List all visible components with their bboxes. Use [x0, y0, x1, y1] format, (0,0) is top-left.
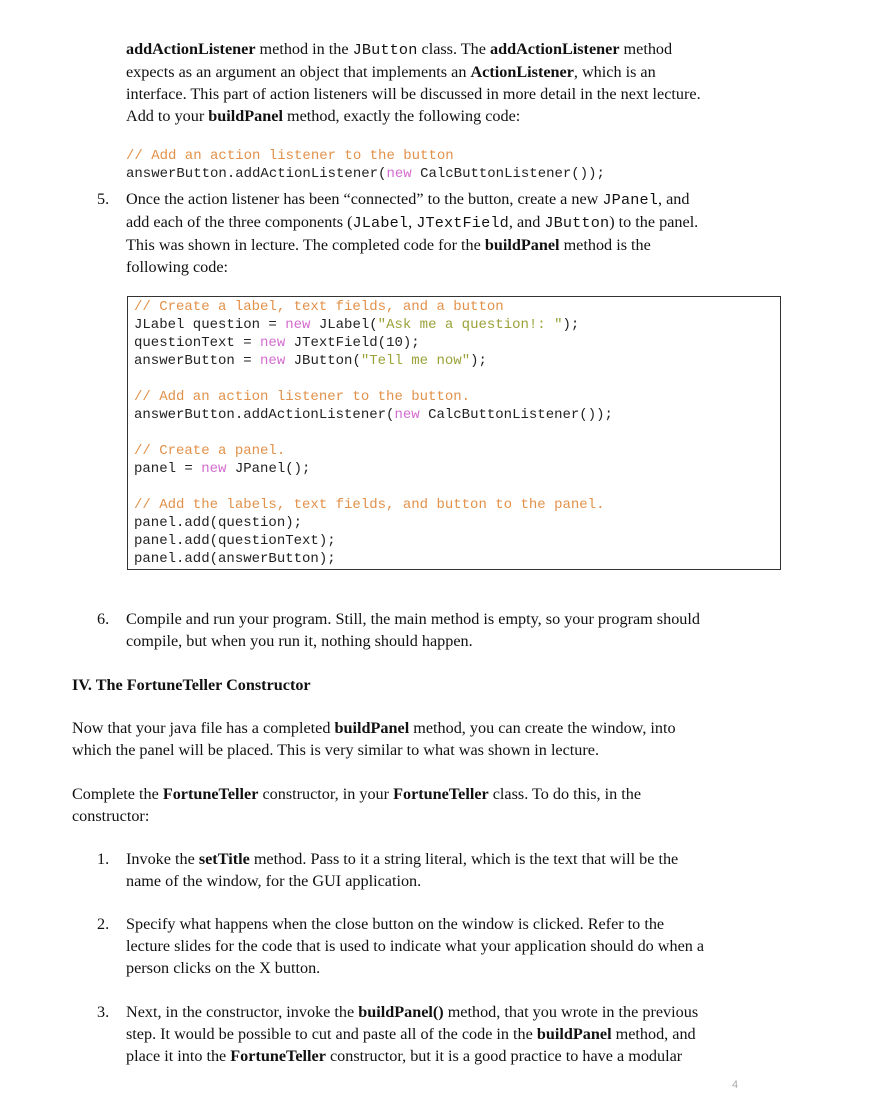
top-paragraph-line-4: Add to your buildPanel method, exactly the following code: — [126, 107, 521, 125]
item-2-line-1: Specify what happens when the close button on the window is clicked. Refer to the — [126, 915, 665, 933]
item-1-line-2: name of the window, for the GUI application. — [126, 872, 422, 890]
bold-term: buildPanel — [208, 107, 283, 125]
code-line: answerButton = new JButton("Tell me now"); — [134, 353, 487, 369]
code-keyword: new — [260, 353, 286, 369]
step-number: 5. — [97, 190, 110, 208]
item-number: 3. — [97, 1003, 110, 1021]
item-number: 1. — [97, 850, 110, 868]
step-5-line-1: Once the action listener has been “connected” to the button, create a new JPanel, and — [126, 190, 690, 209]
step-6-line-2: compile, but when you run it, nothing should happen. — [126, 632, 473, 650]
step-5-line-2: add each of the three components (JLabel, JTextField, and JButton) to the panel. — [126, 213, 699, 232]
code-snippet — [126, 147, 605, 183]
code-line: panel.add(question); — [134, 515, 303, 531]
paragraph-instructions-line-1: Complete the FortuneTeller constructor, in your FortuneTeller class. To do this, in the — [72, 785, 642, 803]
code-blank-line — [134, 370, 613, 388]
step-number: 6. — [97, 610, 110, 628]
paragraph-intro-line-2: which the panel will be placed. This is very similar to what was shown in lecture. — [72, 741, 600, 759]
code-line: panel.add(answerButton); — [134, 551, 336, 567]
code-comment: // Add an action listener to the button — [126, 148, 454, 164]
step-5-line-4: following code: — [126, 258, 229, 276]
page-number: 4 — [732, 1079, 739, 1091]
code-term: JTextField — [416, 214, 509, 232]
code-keyword: new — [386, 166, 412, 182]
code-blank-line — [134, 478, 613, 496]
code-string: "Ask me a question!: " — [377, 317, 563, 333]
item-3-line-2: step. It would be possible to cut and paste all of the code in the buildPanel method, and — [126, 1025, 696, 1043]
paragraph-instructions — [72, 783, 641, 827]
top-paragraph-line-2: expects as an argument an object that implements an ActionListener, which is an — [126, 63, 656, 81]
code-string: "Tell me now" — [360, 353, 471, 369]
code-term: JButton — [544, 214, 610, 232]
item-2-line-2: lecture slides for the code that is used to indicate what your application should do when a — [126, 937, 705, 955]
code-blank-line — [134, 424, 613, 442]
item-3-line-3: place it into the FortuneTeller constructor, but it is a good practice to have a modular — [126, 1047, 683, 1065]
bold-term: ActionListener — [470, 63, 574, 81]
item-1-line-1: Invoke the setTitle method. Pass to it a string literal, which is the text that will be the — [126, 850, 679, 868]
bold-term: addActionListener — [490, 40, 620, 58]
item-1-text — [126, 848, 678, 892]
bold-term: FortuneTeller — [393, 785, 489, 803]
item-3-line-1: Next, in the constructor, invoke the buildPanel() method, that you wrote in the previous — [126, 1003, 699, 1021]
code-comment: // Create a panel. — [134, 443, 286, 459]
step-6-line-1: Compile and run your program. Still, the main method is empty, so your program should — [126, 610, 700, 628]
bold-term: buildPanel() — [358, 1003, 444, 1021]
bold-term: setTitle — [198, 850, 250, 868]
bold-term: buildPanel — [334, 719, 410, 737]
code-comment: // Add the labels, text fields, and button to the panel. — [134, 497, 605, 513]
code-comment: // Add an action listener to the button. — [134, 389, 471, 405]
item-number: 2. — [97, 915, 110, 933]
paragraph-instructions-line-2: constructor: — [72, 807, 150, 825]
code-term: JLabel — [352, 214, 409, 232]
code-listing-box — [127, 296, 781, 570]
section-heading: IV. The FortuneTeller Constructor — [72, 676, 311, 694]
step-6-text — [126, 608, 700, 652]
step-5-text — [126, 188, 698, 278]
code-keyword: new — [260, 335, 286, 351]
bold-term: FortuneTeller — [230, 1047, 326, 1065]
code-listing — [134, 298, 613, 568]
bold-term: buildPanel — [536, 1025, 612, 1043]
code-term: JPanel — [602, 191, 659, 209]
code-keyword: new — [201, 461, 227, 477]
top-paragraph — [126, 38, 701, 127]
item-2-text — [126, 913, 704, 979]
bold-term: buildPanel — [484, 236, 560, 254]
code-keyword: new — [394, 407, 420, 423]
paragraph-intro-line-1: Now that your java file has a completed buildPanel method, you can create the window, into — [72, 719, 676, 737]
code-line: answerButton.addActionListener(new CalcButtonListener()); — [134, 407, 613, 423]
code-line: panel = new JPanel(); — [134, 461, 311, 477]
step-5-line-3: This was shown in lecture. The completed code for the buildPanel method is the — [126, 236, 651, 254]
item-2-line-3: person clicks on the X button. — [126, 959, 321, 977]
code-line: questionText = new JTextField(10); — [134, 335, 420, 351]
top-paragraph-line-1: addActionListener method in the JButton class. The addActionListener method — [126, 40, 673, 59]
code-keyword: new — [285, 317, 311, 333]
code-line: JLabel question = new JLabel("Ask me a question!: "); — [134, 317, 580, 333]
code-term: JButton — [352, 41, 418, 59]
paragraph-intro — [72, 717, 676, 761]
item-3-text — [126, 1001, 698, 1067]
bold-term: addActionListener — [126, 40, 256, 58]
code-comment: // Create a label, text fields, and a button — [134, 299, 504, 315]
code-line: panel.add(questionText); — [134, 533, 336, 549]
bold-term: FortuneTeller — [162, 785, 259, 803]
code-line: answerButton.addActionListener(new CalcButtonListener()); — [126, 166, 605, 182]
top-paragraph-line-3: interface. This part of action listeners will be discussed in more detail in the next lecture. — [126, 85, 701, 103]
